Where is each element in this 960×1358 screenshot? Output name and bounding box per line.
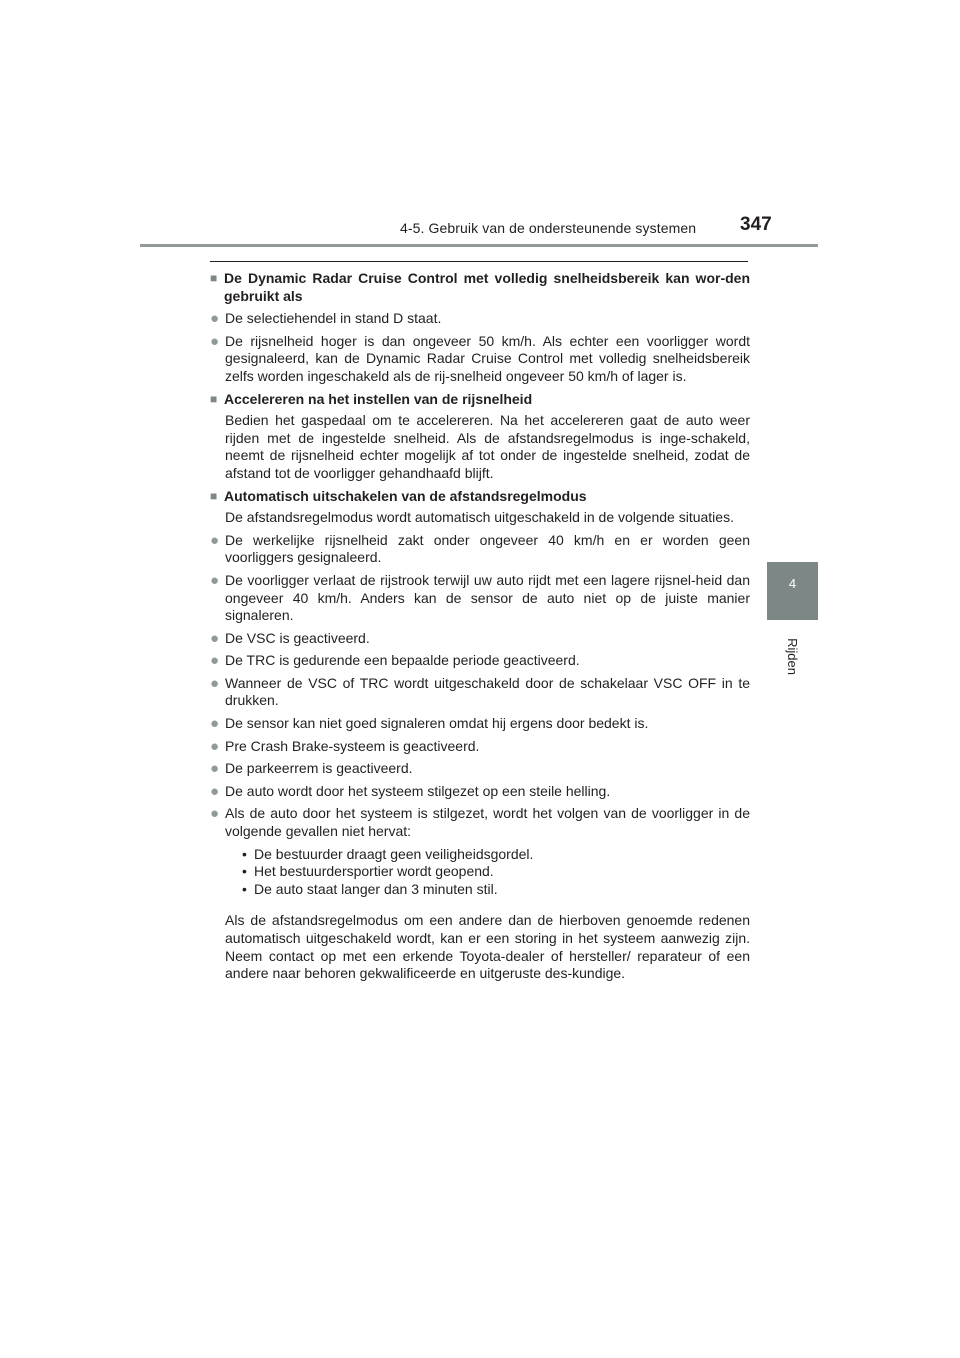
- list-item-text: De auto wordt door het systeem stilgezet op een steile helling.: [225, 782, 611, 799]
- circle-bullet-icon: ●: [210, 571, 220, 589]
- heading-text: Automatisch uitschakelen van de afstandsregelmodus: [224, 487, 587, 504]
- list-item: [210, 805, 750, 840]
- list-item: [210, 630, 750, 648]
- sub-list-item: [242, 846, 750, 864]
- running-header: 4-5. Gebruik van de ondersteunende systemen: [400, 220, 697, 236]
- chapter-label: Rijden: [784, 637, 800, 675]
- small-dot-icon: •: [242, 863, 247, 880]
- chapter-number: 4: [788, 576, 797, 591]
- circle-bullet-icon: ●: [210, 737, 220, 755]
- circle-bullet-icon: ●: [210, 674, 220, 692]
- small-dot-icon: •: [242, 880, 247, 897]
- section-heading: [210, 488, 750, 506]
- list-item: [210, 333, 750, 386]
- list-item: [210, 715, 750, 733]
- square-bullet-icon: ■: [210, 271, 218, 285]
- list-item-text: Wanneer de VSC of TRC wordt uitgeschakeld door de schakelaar VSC OFF in te drukken.: [225, 674, 750, 709]
- list-item-text: De rijsnelheid hoger is dan ongeveer 50 km/h. Als echter een voorligger wordt gesignaleerd, kan de Dynamic Radar Cruise Control met volledig snelheidsbereik zelfs worden ingeschakeld als de rij-snelheid ongeveer 50 km/h of lager is.: [225, 332, 750, 384]
- sub-list-item-text: De bestuurder draagt geen veiligheidsgordel.: [254, 845, 534, 862]
- list-item: [210, 675, 750, 710]
- circle-bullet-icon: ●: [210, 805, 220, 823]
- square-bullet-icon: ■: [210, 391, 218, 406]
- list-item: [210, 532, 750, 567]
- chapter-tab: [767, 562, 818, 620]
- list-item: [210, 310, 750, 328]
- circle-bullet-icon: ●: [210, 310, 220, 328]
- header-rule: [140, 244, 818, 247]
- list-item-text: Pre Crash Brake-systeem is geactiveerd.: [225, 737, 480, 754]
- list-item-text: De TRC is gedurende een bepaalde periode geactiveerd.: [225, 652, 580, 669]
- list-item-text: De VSC is geactiveerd.: [225, 629, 370, 646]
- list-item-text: De parkeerrem is geactiveerd.: [225, 760, 413, 777]
- sub-list-item: [242, 863, 750, 881]
- chapter-label-box: [782, 628, 802, 684]
- section-heading: [210, 391, 750, 409]
- list-item: [210, 572, 750, 625]
- circle-bullet-icon: ●: [210, 652, 220, 670]
- square-bullet-icon: ■: [210, 488, 218, 503]
- sub-list-item-text: Het bestuurdersportier wordt geopend.: [254, 863, 494, 880]
- circle-bullet-icon: ●: [210, 531, 220, 549]
- heading-text: Accelereren na het instellen van de rijsnelheid: [224, 390, 533, 407]
- circle-bullet-icon: ●: [210, 629, 220, 647]
- list-item: [210, 783, 750, 801]
- circle-bullet-icon: ●: [210, 332, 220, 350]
- list-item-text: De werkelijke rijsnelheid zakt onder ongeveer 40 km/h en er worden geen voorliggers gesignaleerd.: [225, 531, 750, 566]
- heading-text: De Dynamic Radar Cruise Control met volledig snelheidsbereik kan wor-den gebruikt als: [224, 270, 750, 304]
- sub-list: [210, 846, 750, 899]
- paragraph: Bedien het gaspedaal om te accelereren. Na het accelereren gaat de auto weer rijden met de ingestelde snelheid. Als de afstandsregelmodus is inge-schakeld, neemt de rijsnelheid echter mogelijk af tot onder de ingestelde snelheid, zodat de afstand tot de voorligger gehandhaafd blijft.: [225, 412, 750, 481]
- paragraph: De afstandsregelmodus wordt automatisch uitgeschakeld in de volgende situaties.: [225, 509, 734, 526]
- list-item: [210, 760, 750, 778]
- list-item-text: De selectiehendel in stand D staat.: [225, 310, 442, 327]
- list-item-text: De sensor kan niet goed signaleren omdat hij ergens door bedekt is.: [225, 715, 649, 732]
- list-item-text: De voorligger verlaat de rijstrook terwijl uw auto rijdt met een lagere rijsnel-heid dan ongeveer 40 km/h. Anders kan de sensor de auto niet op de juiste manier signaleren.: [225, 571, 750, 624]
- circle-bullet-icon: ●: [210, 715, 220, 733]
- page-content: [210, 266, 750, 983]
- list-item-text: Als de auto door het systeem is stilgezet, wordt het volgen van de voorligger in de volgende gevallen niet hervat:: [225, 805, 750, 840]
- sub-list-item: [242, 881, 750, 899]
- circle-bullet-icon: ●: [210, 782, 220, 800]
- closing-paragraph: Als de afstandsregelmodus om een andere dan de hierboven genoemde redenen automatisch uitgeschakeld wordt, kan er een storing in het systeem aanwezig zijn. Neem contact op met een erkende Toyota-dealer of hersteller/ reparateur of een andere naar behoren gekwalificeerde en uitgeruste des-kundige.: [225, 912, 750, 982]
- sub-list-item-text: De auto staat langer dan 3 minuten stil.: [254, 880, 498, 897]
- small-dot-icon: •: [242, 845, 247, 862]
- list-item: [210, 738, 750, 756]
- list-item: [210, 652, 750, 670]
- section-rule: [210, 261, 748, 262]
- section-heading: [210, 270, 750, 305]
- page-number: 347: [740, 214, 772, 235]
- circle-bullet-icon: ●: [210, 760, 220, 778]
